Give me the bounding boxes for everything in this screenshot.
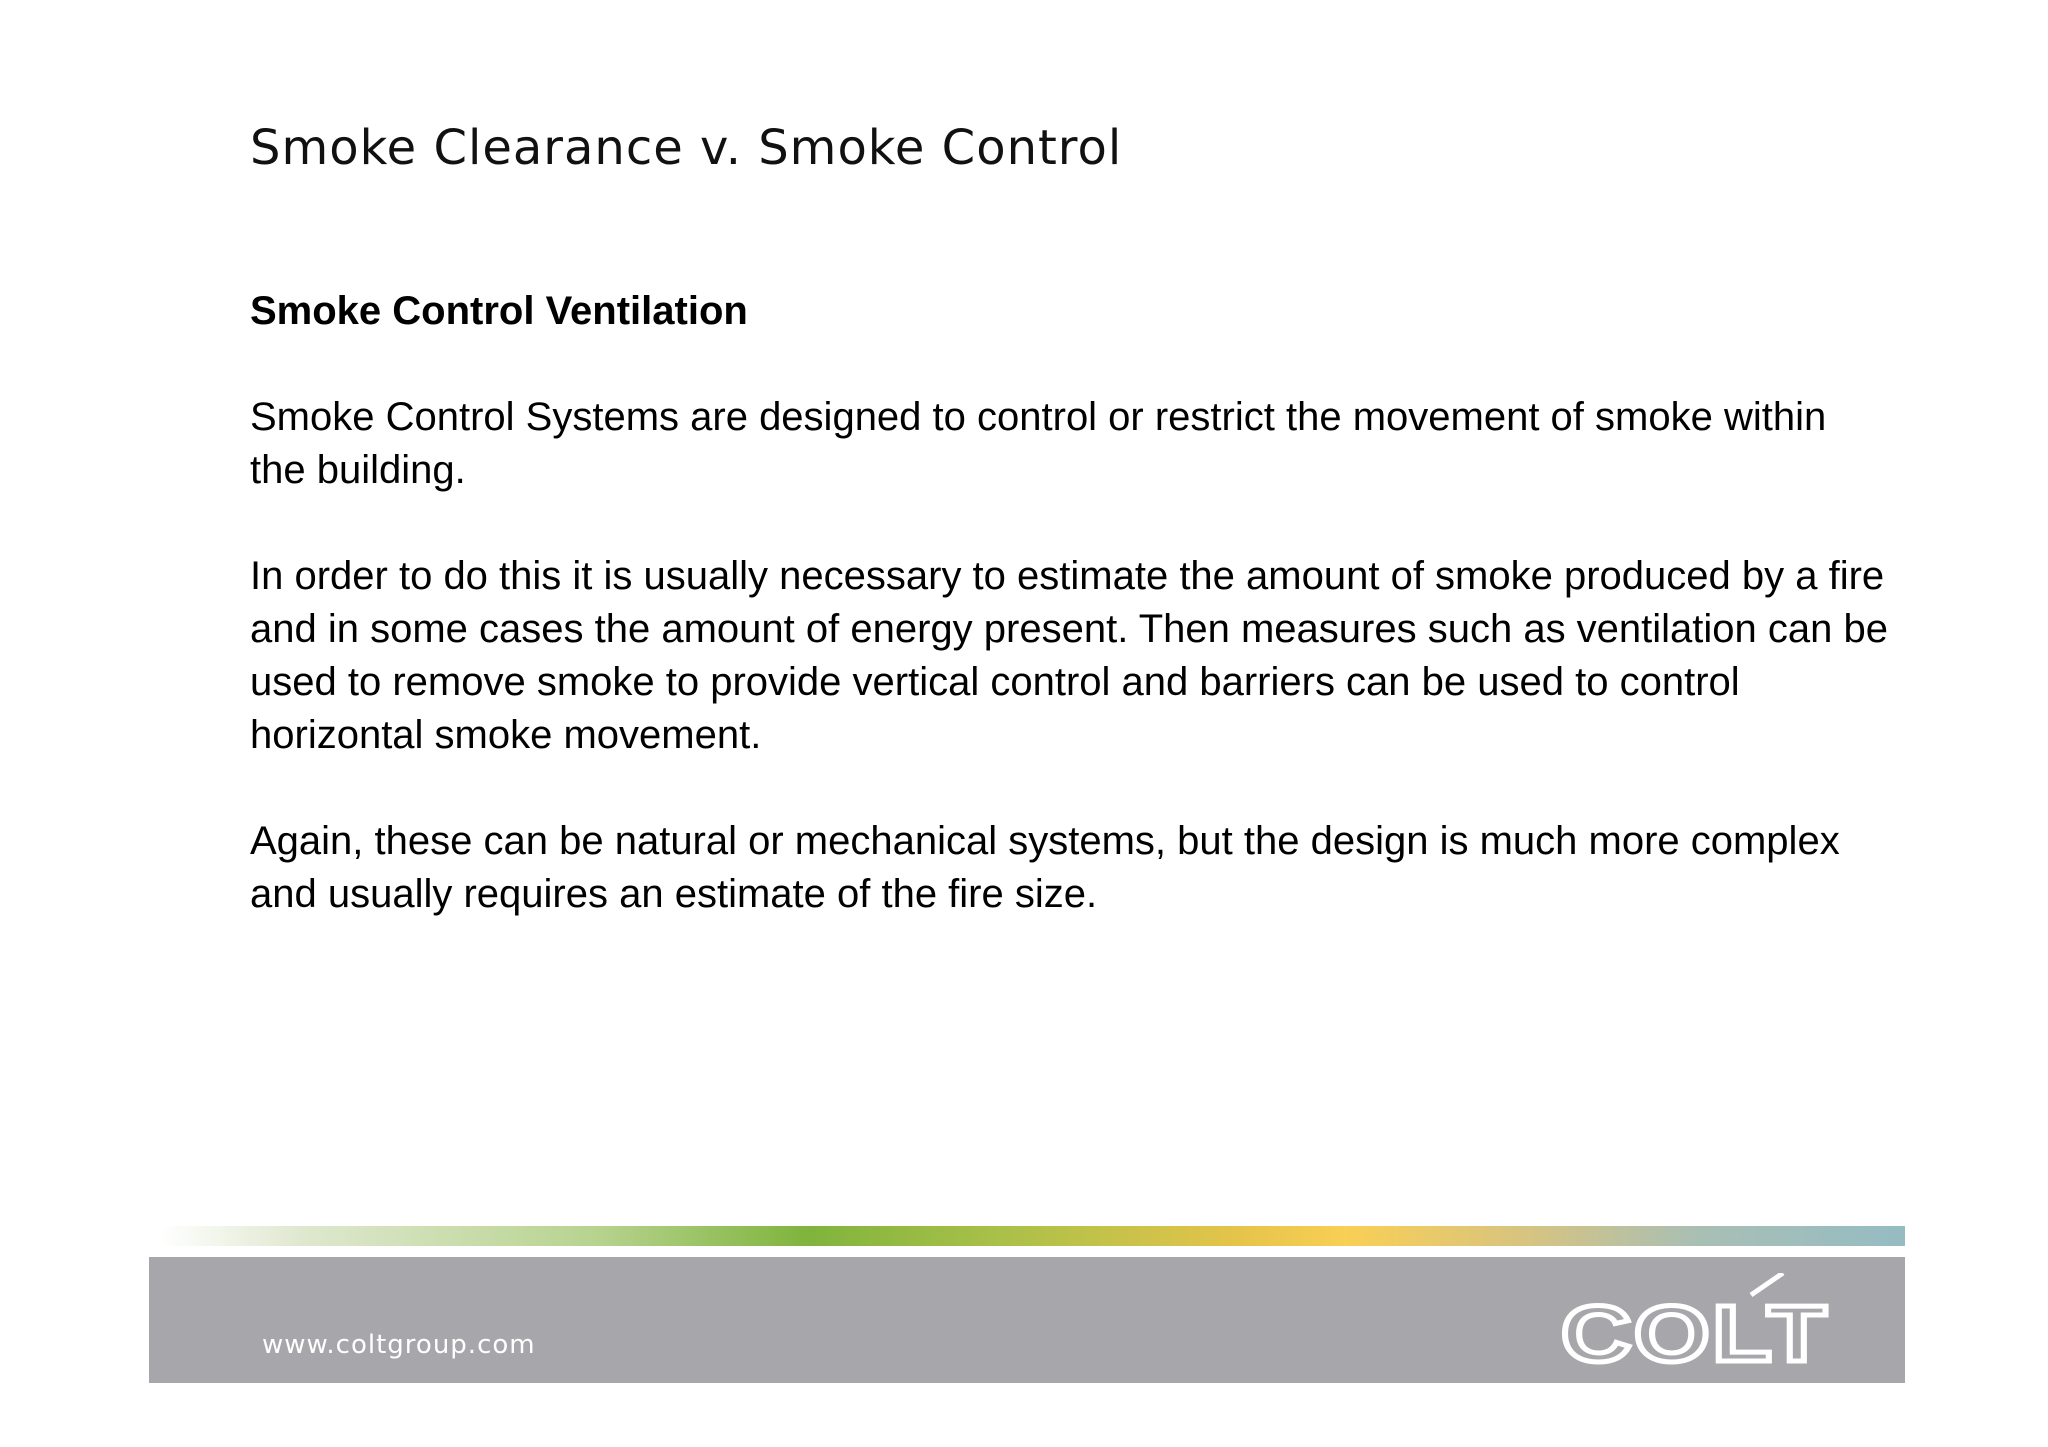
paragraph-1: Smoke Control Systems are designed to control or restrict the movement of smoke within the building. [250, 395, 1827, 492]
logo-wordmark: COLT [1561, 1289, 1829, 1371]
paragraph-2: In order to do this it is usually necessary to estimate the amount of smoke produced by a fire and in some cases the amount of energy present. Then measures such as ventilation can be used to remove smoke to provide vertical control and barriers can be used to control horizontal smoke movement. [250, 554, 1889, 757]
footer-url: www.coltgroup.com [262, 1330, 536, 1360]
footer-gradient-band [160, 1226, 1905, 1246]
slide-content [250, 285, 1890, 921]
paragraph-3: Again, these can be natural or mechanical systems, but the design is much more complex and usually requires an estimate of the fire size. [250, 819, 1840, 916]
section-heading: Smoke Control Ventilation [250, 289, 748, 333]
slide-title: Smoke Clearance v. Smoke Control [250, 120, 1123, 176]
colt-logo [1561, 1273, 1841, 1371]
footer-bar [149, 1257, 1905, 1383]
